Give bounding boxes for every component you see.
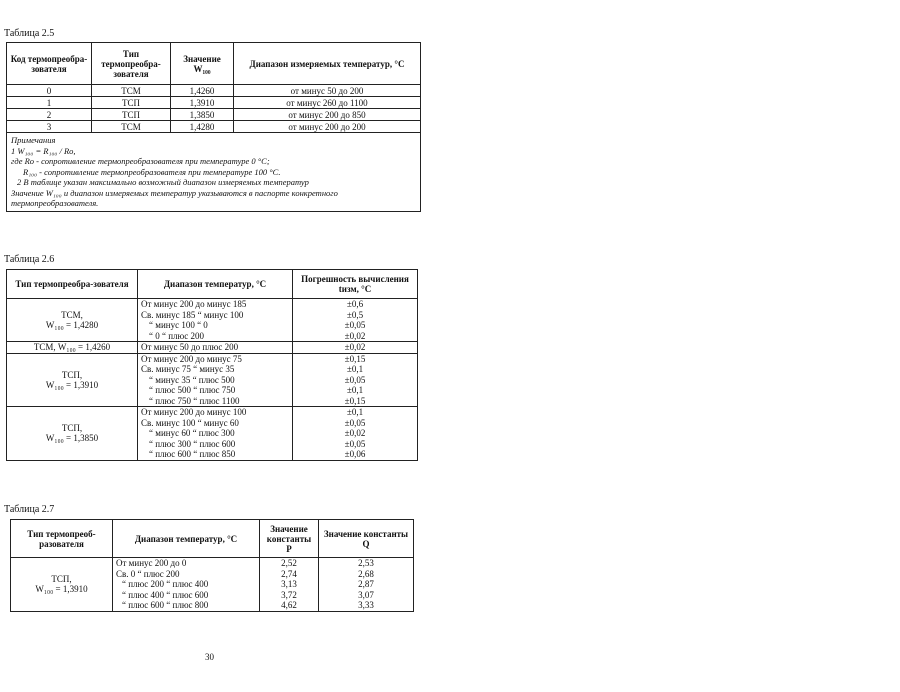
t26-range: “ минус 60 “ плюс 300 [149, 428, 235, 438]
t26-range: “ плюс 500 “ плюс 750 [149, 385, 236, 395]
t27-header-p: Значение константы P [260, 520, 319, 558]
t25-header-code: Код термопреобра-зователя [7, 43, 92, 85]
t27-p: 2,52 [281, 558, 297, 568]
t26-error: ±0,02 [344, 330, 366, 341]
t26-header-range: Диапазон температур, °C [138, 270, 293, 299]
t25-code: 1 [7, 97, 92, 109]
table-2-5 [6, 42, 421, 212]
t26-header-type: Тип термопреобра-зователя [7, 270, 138, 299]
t27-range: От минус 200 до 0 [116, 558, 187, 568]
notes-line: термопреобразователя. [11, 198, 99, 208]
t27-p: 4,62 [281, 600, 297, 610]
t27-p-values [260, 558, 319, 612]
t26-error: ±0,5 [346, 309, 364, 320]
page-number: 30 [205, 652, 214, 662]
t26-errors [293, 353, 418, 407]
t26-type: ТСП, [61, 369, 83, 380]
t27-header-range: Диапазон температур, °C [113, 520, 260, 558]
table-2-6 [6, 269, 418, 461]
notes-line: Значение W₁₀₀ и диапазон измеряемых температур указываются в паспорте конкретного [11, 187, 338, 198]
t26-range: Св. минус 75 “ минус 35 [141, 364, 235, 374]
t25-value: 1,4280 [171, 121, 234, 133]
t26-ranges [138, 342, 293, 354]
t27-q: 2,68 [358, 568, 374, 579]
t26-error: ±0,1 [346, 407, 364, 417]
table-2-6-caption: Таблица 2.6 [4, 254, 55, 265]
t27-type-cell [11, 558, 113, 612]
t26-error: ±0,1 [346, 364, 364, 374]
t25-type: ТСП [92, 97, 171, 109]
table-2-5-caption: Таблица 2.5 [4, 28, 55, 39]
t25-type: ТСМ [92, 85, 171, 97]
table-row [7, 407, 418, 461]
table-2-7 [10, 519, 414, 612]
t25-range: от минус 50 до 200 [234, 85, 421, 97]
t27-q: 2,87 [358, 579, 374, 589]
t25-range: от минус 200 до 200 [234, 121, 421, 133]
t25-header-type: Тип термопреобра-зователя [92, 43, 171, 85]
t26-range: “ плюс 600 “ плюс 850 [149, 449, 236, 459]
t26-type-cell [7, 407, 138, 461]
t26-error: ±0,6 [346, 299, 364, 309]
t26-error: ±0,05 [344, 417, 366, 428]
t26-header-error: Погрешность вычисления tизм, °C [293, 270, 418, 299]
t25-range: от минус 260 до 1100 [234, 97, 421, 109]
t27-range: “ плюс 600 “ плюс 800 [122, 600, 209, 610]
t27-q-values [319, 558, 414, 612]
t26-error: ±0,15 [344, 395, 366, 406]
t26-errors [293, 342, 418, 354]
t26-type-cell [7, 299, 138, 342]
t26-w: W₁₀₀ = 1,3850 [45, 433, 99, 444]
t25-value: 1,3850 [171, 109, 234, 121]
t27-p: 3,13 [281, 579, 297, 589]
t26-error: ±0,1 [346, 385, 364, 395]
table-row [7, 353, 418, 407]
t26-ranges [138, 407, 293, 461]
t26-errors [293, 407, 418, 461]
t25-notes [7, 133, 421, 212]
t25-header-range: Диапазон измеряемых температур, °C [234, 43, 421, 85]
t27-p: 2,74 [281, 568, 297, 579]
t27-range: Св. 0 “ плюс 200 [116, 568, 180, 579]
t26-error: ±0,06 [344, 449, 366, 459]
t26-range: “ минус 100 “ 0 [149, 320, 208, 330]
t26-error: ±0,02 [344, 428, 366, 438]
t26-range: От минус 200 до минус 185 [141, 299, 247, 309]
notes-line: R₁₀₀ - сопротивление термопреобразователя при температуре 100 °C. [23, 166, 281, 177]
t26-range: От минус 50 до плюс 200 [141, 342, 239, 352]
table-row [7, 121, 421, 133]
t26-range: “ плюс 300 “ плюс 600 [149, 438, 236, 449]
t25-code: 2 [7, 109, 92, 121]
t26-w: W₁₀₀ = 1,3910 [45, 379, 99, 390]
t27-p: 3,72 [281, 589, 297, 600]
notes-line: где Ro - сопротивление термопреобразователя при температуре 0 °C; [11, 156, 270, 166]
t27-header-type: Тип термопреоб-разователя [11, 520, 113, 558]
t27-range: “ плюс 400 “ плюс 600 [122, 589, 209, 600]
notes-line: 1 W₁₀₀ = R₁₀₀ / Ro, [11, 145, 76, 156]
table-row [7, 342, 418, 354]
t26-errors [293, 299, 418, 342]
t26-range: Св. минус 100 “ минус 60 [141, 417, 239, 428]
t26-range: “ плюс 750 “ плюс 1100 [149, 395, 240, 406]
table-row [7, 299, 418, 342]
t25-range: от минус 200 до 850 [234, 109, 421, 121]
t26-error: ±0,05 [344, 320, 366, 330]
t26-error: ±0,05 [344, 374, 366, 385]
table-row [7, 85, 421, 97]
t26-error: ±0,02 [344, 342, 366, 352]
t27-w: W₁₀₀ = 1,3910 [35, 584, 88, 595]
t27-header-q: Значение константы Q [319, 520, 414, 558]
t26-error: ±0,15 [344, 353, 366, 364]
notes-heading: Примечания [11, 135, 56, 145]
table-row [7, 97, 421, 109]
t27-range: “ плюс 200 “ плюс 400 [122, 579, 209, 589]
t27-q: 3,33 [358, 600, 374, 610]
t26-type: ТСП, [61, 423, 83, 434]
t27-type: ТСП, [51, 574, 72, 585]
t25-code: 0 [7, 85, 92, 97]
t26-ranges [138, 299, 293, 342]
t26-type: ТСМ, W₁₀₀ = 1,4260 [7, 342, 138, 354]
t27-ranges [113, 558, 260, 612]
t25-value: 1,3910 [171, 97, 234, 109]
t26-range: От минус 200 до минус 100 [141, 407, 247, 417]
notes-line: 2 В таблице указан максимально возможный диапазон измеряемых температур [17, 177, 309, 187]
t26-error: ±0,05 [344, 438, 366, 449]
t26-ranges [138, 353, 293, 407]
t26-w: W₁₀₀ = 1,4280 [45, 320, 99, 330]
t25-type: ТСМ [92, 121, 171, 133]
t26-type: ТСМ, [61, 310, 83, 320]
t26-type-cell [7, 353, 138, 407]
t25-header-value: Значение W₁₀₀ [171, 43, 234, 85]
t27-q: 2,53 [358, 558, 374, 568]
t26-range: “ минус 35 “ плюс 500 [149, 374, 235, 385]
t27-q: 3,07 [358, 589, 374, 600]
table-row [11, 558, 414, 612]
t26-range: “ 0 “ плюс 200 [149, 330, 205, 341]
t25-type: ТСП [92, 109, 171, 121]
t25-code: 3 [7, 121, 92, 133]
t26-range: От минус 200 до минус 75 [141, 353, 242, 364]
table-2-7-caption: Таблица 2.7 [4, 504, 55, 515]
t25-value: 1,4260 [171, 85, 234, 97]
table-row [7, 109, 421, 121]
t26-range: Св. минус 185 “ минус 100 [141, 309, 244, 320]
